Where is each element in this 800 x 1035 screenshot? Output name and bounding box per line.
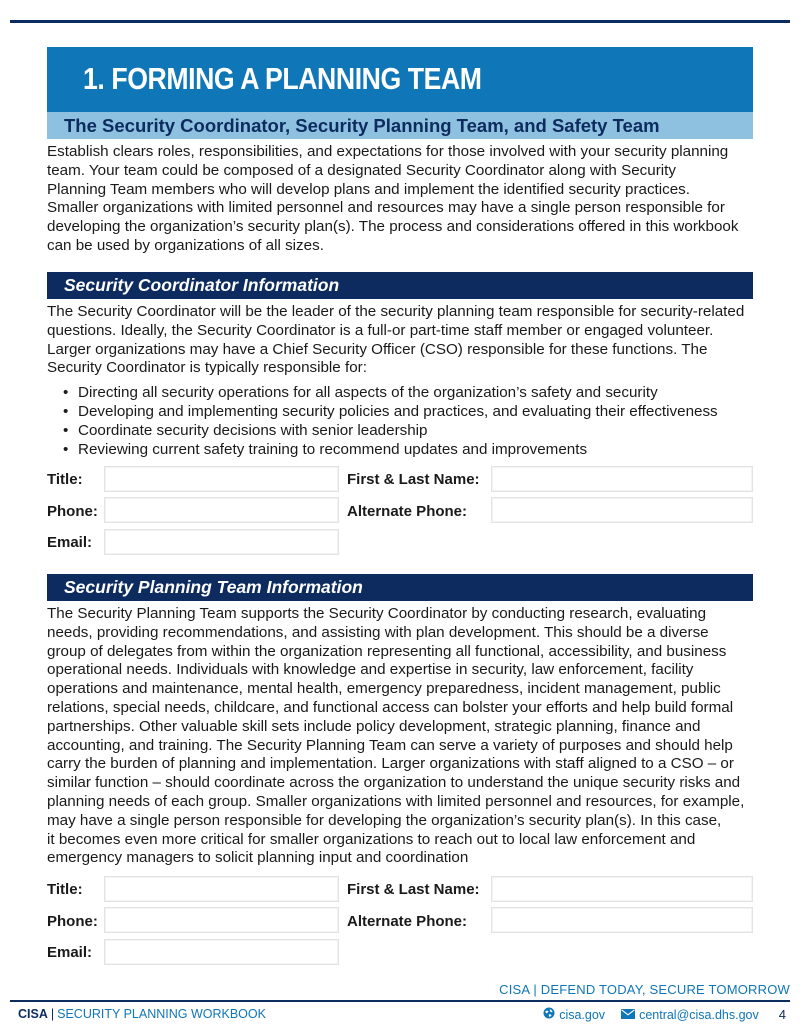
envelope-icon bbox=[621, 1008, 635, 1022]
footer-contact bbox=[527, 1007, 786, 1022]
planning-team-line: partnerships. Other valuable skill sets include policy development, strategic planning, finance and bbox=[47, 717, 701, 735]
intro-paragraph bbox=[47, 143, 759, 256]
footer-tagline: CISA | DEFEND TODAY, SECURE TOMORROW bbox=[499, 982, 790, 997]
bullet-icon: • bbox=[63, 403, 69, 420]
coordinator-alt-phone-label: Alternate Phone: bbox=[347, 503, 468, 520]
coordinator-title-field[interactable] bbox=[104, 466, 339, 492]
coordinator-name-label: First & Last Name: bbox=[347, 471, 480, 488]
coordinator-phone-field[interactable] bbox=[104, 497, 339, 523]
top-rule bbox=[10, 20, 790, 23]
coordinator-heading: Security Coordinator Information bbox=[64, 275, 340, 295]
planning-team-line: needs, providing recommendations, and assisting with plan development. This should be a diverse bbox=[47, 623, 709, 641]
footer-doc-name: SECURITY PLANNING WORKBOOK bbox=[57, 1007, 266, 1021]
bullet-icon: • bbox=[63, 384, 69, 401]
coordinator-email-field[interactable] bbox=[104, 529, 339, 555]
list-item-text: Coordinate security decisions with senior leadership bbox=[78, 422, 428, 439]
section-title: 1. FORMING A PLANNING TEAM bbox=[83, 61, 482, 96]
bullet-icon: • bbox=[63, 422, 69, 439]
planning-team-line: operations and maintenance, mental health, emergency preparedness, incident management, public bbox=[47, 680, 721, 698]
list-item bbox=[60, 440, 760, 459]
team-email-field[interactable] bbox=[104, 939, 339, 965]
intro-line: team. Your team could be composed of a designated Security Coordinator along with Security bbox=[47, 161, 676, 179]
coordinator-line: Larger organizations may have a Chief Security Officer (CSO) responsible for these functions. The bbox=[47, 340, 708, 358]
section-subtitle: The Security Coordinator, Security Planning Team, and Safety Team bbox=[64, 115, 660, 136]
planning-team-line: may have a single person responsible for developing the organization’s security plan(s). In this case, bbox=[47, 811, 722, 829]
coordinator-paragraph bbox=[47, 303, 759, 378]
footer-doc-title bbox=[18, 1007, 266, 1021]
team-name-field[interactable] bbox=[491, 876, 753, 902]
footer-separator: | bbox=[50, 1007, 55, 1021]
intro-line: Smaller organizations with limited personnel and resources may have a single person responsible for bbox=[47, 199, 725, 217]
coordinator-email-label: Email: bbox=[47, 534, 93, 551]
footer-website: cisa.gov bbox=[559, 1007, 606, 1022]
team-email-label: Email: bbox=[47, 944, 93, 961]
globe-icon bbox=[543, 1007, 555, 1022]
planning-team-line: group of delegates from within the organization representing all functional, accessibility, and business bbox=[47, 642, 727, 660]
planning-team-line: similar function – should coordinate across the organization to understand the unique security risks and bbox=[47, 774, 741, 792]
section-subtitle-bar bbox=[47, 112, 753, 139]
team-title-label: Title: bbox=[47, 881, 83, 898]
coordinator-alt-phone-field[interactable] bbox=[491, 497, 753, 523]
list-item-text: Reviewing current safety training to recommend updates and improvements bbox=[78, 441, 588, 458]
planning-team-line: emergency managers to solicit planning input and coordination bbox=[47, 849, 469, 867]
coordinator-line: questions. Ideally, the Security Coordinator is a full-or part-time staff member or engaged volunteer. bbox=[47, 321, 714, 339]
footer-email: central@cisa.dhs.gov bbox=[639, 1007, 759, 1022]
coordinator-line: Security Coordinator is typically responsible for: bbox=[47, 359, 367, 377]
planning-team-heading: Security Planning Team Information bbox=[64, 577, 363, 597]
list-item-text: Developing and implementing security policies and practices, and evaluating their effectiveness bbox=[78, 403, 718, 420]
footer-rule bbox=[10, 1000, 790, 1002]
list-item bbox=[60, 402, 760, 421]
list-item-text: Directing all security operations for all aspects of the organization’s safety and security bbox=[78, 384, 658, 401]
list-item bbox=[60, 383, 760, 402]
planning-team-heading-bar bbox=[47, 574, 753, 601]
coordinator-phone-label: Phone: bbox=[47, 503, 98, 520]
coordinator-heading-bar bbox=[47, 272, 753, 299]
footer-email-link[interactable] bbox=[621, 1008, 759, 1022]
coordinator-responsibilities-list bbox=[60, 383, 760, 459]
intro-line: developing the organization’s security plan(s). The process and considerations offered in this workbook bbox=[47, 218, 739, 236]
planning-team-paragraph bbox=[47, 605, 759, 868]
footer-brand: CISA bbox=[18, 1007, 48, 1021]
team-title-field[interactable] bbox=[104, 876, 339, 902]
intro-line: Planning Team members who will develop plans and implement the identified security practices. bbox=[47, 180, 690, 198]
planning-team-line: accounting, and training. The Security Planning Team can serve a variety of purposes and should help bbox=[47, 736, 733, 754]
team-name-label: First & Last Name: bbox=[347, 881, 480, 898]
planning-team-line: planning needs of each group. Smaller organizations with limited personnel and resources, for example, bbox=[47, 792, 745, 810]
team-alt-phone-field[interactable] bbox=[491, 907, 753, 933]
team-phone-label: Phone: bbox=[47, 913, 98, 930]
coordinator-title-label: Title: bbox=[47, 471, 83, 488]
page-number: 4 bbox=[778, 1007, 786, 1022]
intro-line: Establish clears roles, responsibilities, and expectations for those involved with your security planning bbox=[47, 143, 729, 160]
team-alt-phone-label: Alternate Phone: bbox=[347, 913, 468, 930]
intro-line: can be used by organizations of all sizes. bbox=[47, 236, 324, 254]
planning-team-line: it becomes even more critical for smaller organizations to reach out to local law enforcement and bbox=[47, 830, 696, 848]
section-header bbox=[47, 47, 753, 112]
planning-team-line: The Security Planning Team supports the Security Coordinator by conducting research, evaluating bbox=[47, 605, 707, 622]
team-phone-field[interactable] bbox=[104, 907, 339, 933]
coordinator-name-field[interactable] bbox=[491, 466, 753, 492]
planning-team-line: operational needs. Individuals with knowledge and expertise in security, law enforcement, facility bbox=[47, 661, 694, 679]
footer-website-link[interactable] bbox=[543, 1007, 605, 1022]
planning-team-line: carry the burden of planning and implementation. Larger organizations with staff aligned to a CSO – or bbox=[47, 755, 734, 773]
list-item bbox=[60, 421, 760, 440]
coordinator-line: The Security Coordinator will be the leader of the security planning team responsible for security-related bbox=[47, 303, 745, 320]
planning-team-line: relations, special needs, childcare, and functional access can bolster your efforts and help build formal bbox=[47, 698, 734, 716]
bullet-icon: • bbox=[63, 441, 69, 458]
